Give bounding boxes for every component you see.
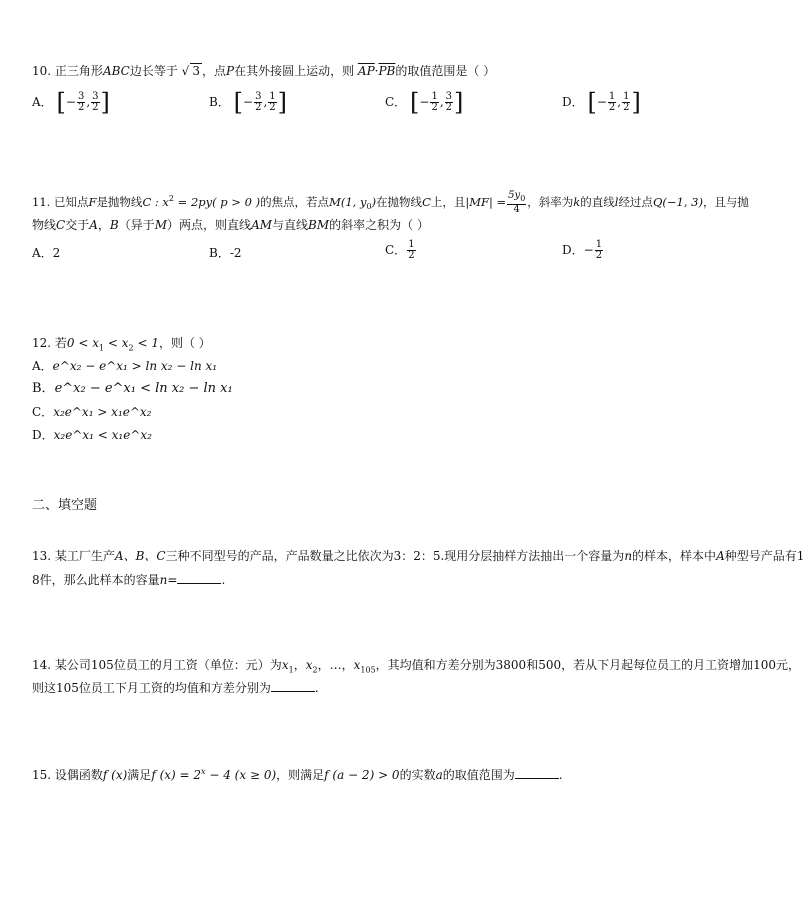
q12-stem: 12. 若$0 < x_1 < x_2 < 1$，则（ ） <box>32 336 211 353</box>
q10-option-a[interactable]: A． [− $\frac{3}{2}$ , $\frac{3}{2}$ ] <box>32 88 110 117</box>
q14-stem-line2: 则这105位员工下月工资的均值和方差分别为 . <box>32 681 319 695</box>
q11-option-c[interactable]: C． $\frac{1}{2}$ <box>385 239 415 261</box>
q11-option-d[interactable]: D．− $\frac{1}{2}$ <box>562 239 603 261</box>
q10-option-d[interactable]: D． [− $\frac{1}{2}$ , $\frac{1}{2}$ ] <box>562 88 641 117</box>
q12-option-c[interactable]: C．x₂e^x₁ > x₁e^x₂ <box>32 405 152 419</box>
q15-stem: 15. 设偶函数f (x)满足f $(x) = 2^x - 4$ (x ≥ 0)，则满足f (a − 2) > 0的实数a的取值范围为 . <box>32 767 563 782</box>
q12-option-d[interactable]: D．x₂e^x₁ < x₁e^x₂ <box>32 428 152 442</box>
q11-option-b[interactable]: B．-2 <box>209 246 242 260</box>
q10-option-b[interactable]: B． [− $\frac{3}{2}$ , $\frac{1}{2}$ ] <box>209 88 288 117</box>
q11-stem-line1: 11. 已知点F是抛物线C : $x^2 = 2py$( p > 0 )的焦点，若点M(1, $y_0$)在抛物线C上，且|MF| = $\frac{5y_0}{4}$ ，斜率为k的直线l经过点Q(−1, 3)，且与抛 <box>32 189 749 215</box>
q15-answer-blank[interactable] <box>515 766 559 779</box>
q11-stem-line2: 物线C交于A，B（异于M）两点，则直线AM与直线BM的斜率之积为（ ） <box>32 218 429 232</box>
q14-answer-blank[interactable] <box>271 679 315 692</box>
q13-stem-line2: 8件，那么此样本的容量n= . <box>32 573 226 587</box>
q10-stem: 10. 正三角形ABC边长等于 √ 3 ，点P在其外接圆上运动，则 $\overline{AP}\cdot\overline{PB}$的取值范围是（ ） <box>32 64 496 78</box>
q12-option-a[interactable]: A．e^x₂ − e^x₁ > ln x₂ − ln x₁ <box>32 359 218 373</box>
q13-answer-blank[interactable] <box>177 571 221 584</box>
q14-stem-line1: 14. 某公司105位员工的月工资（单位：元）为$x_1$，$x_2$，…，$x_{105}$，其均值和方差分别为3800和500，若从下月起每位员工的月工资增加100元， <box>32 658 801 675</box>
q10-option-c[interactable]: C． [− $\frac{1}{2}$ , $\frac{3}{2}$ ] <box>385 88 464 117</box>
q11-option-a[interactable]: A．2 <box>32 246 61 260</box>
section-title-fill-in: 二、填空题 <box>32 498 98 513</box>
q12-option-b[interactable]: B．e^x₂ − e^x₁ < ln x₂ − ln x₁ <box>32 381 233 396</box>
q13-stem-line1: 13. 某工厂生产A、B、C三种不同型号的产品，产品数量之比依次为3：2：5.现用分层抽样方法抽出一个容量为n的样本，样本中A种型号产品有1 <box>32 549 804 563</box>
